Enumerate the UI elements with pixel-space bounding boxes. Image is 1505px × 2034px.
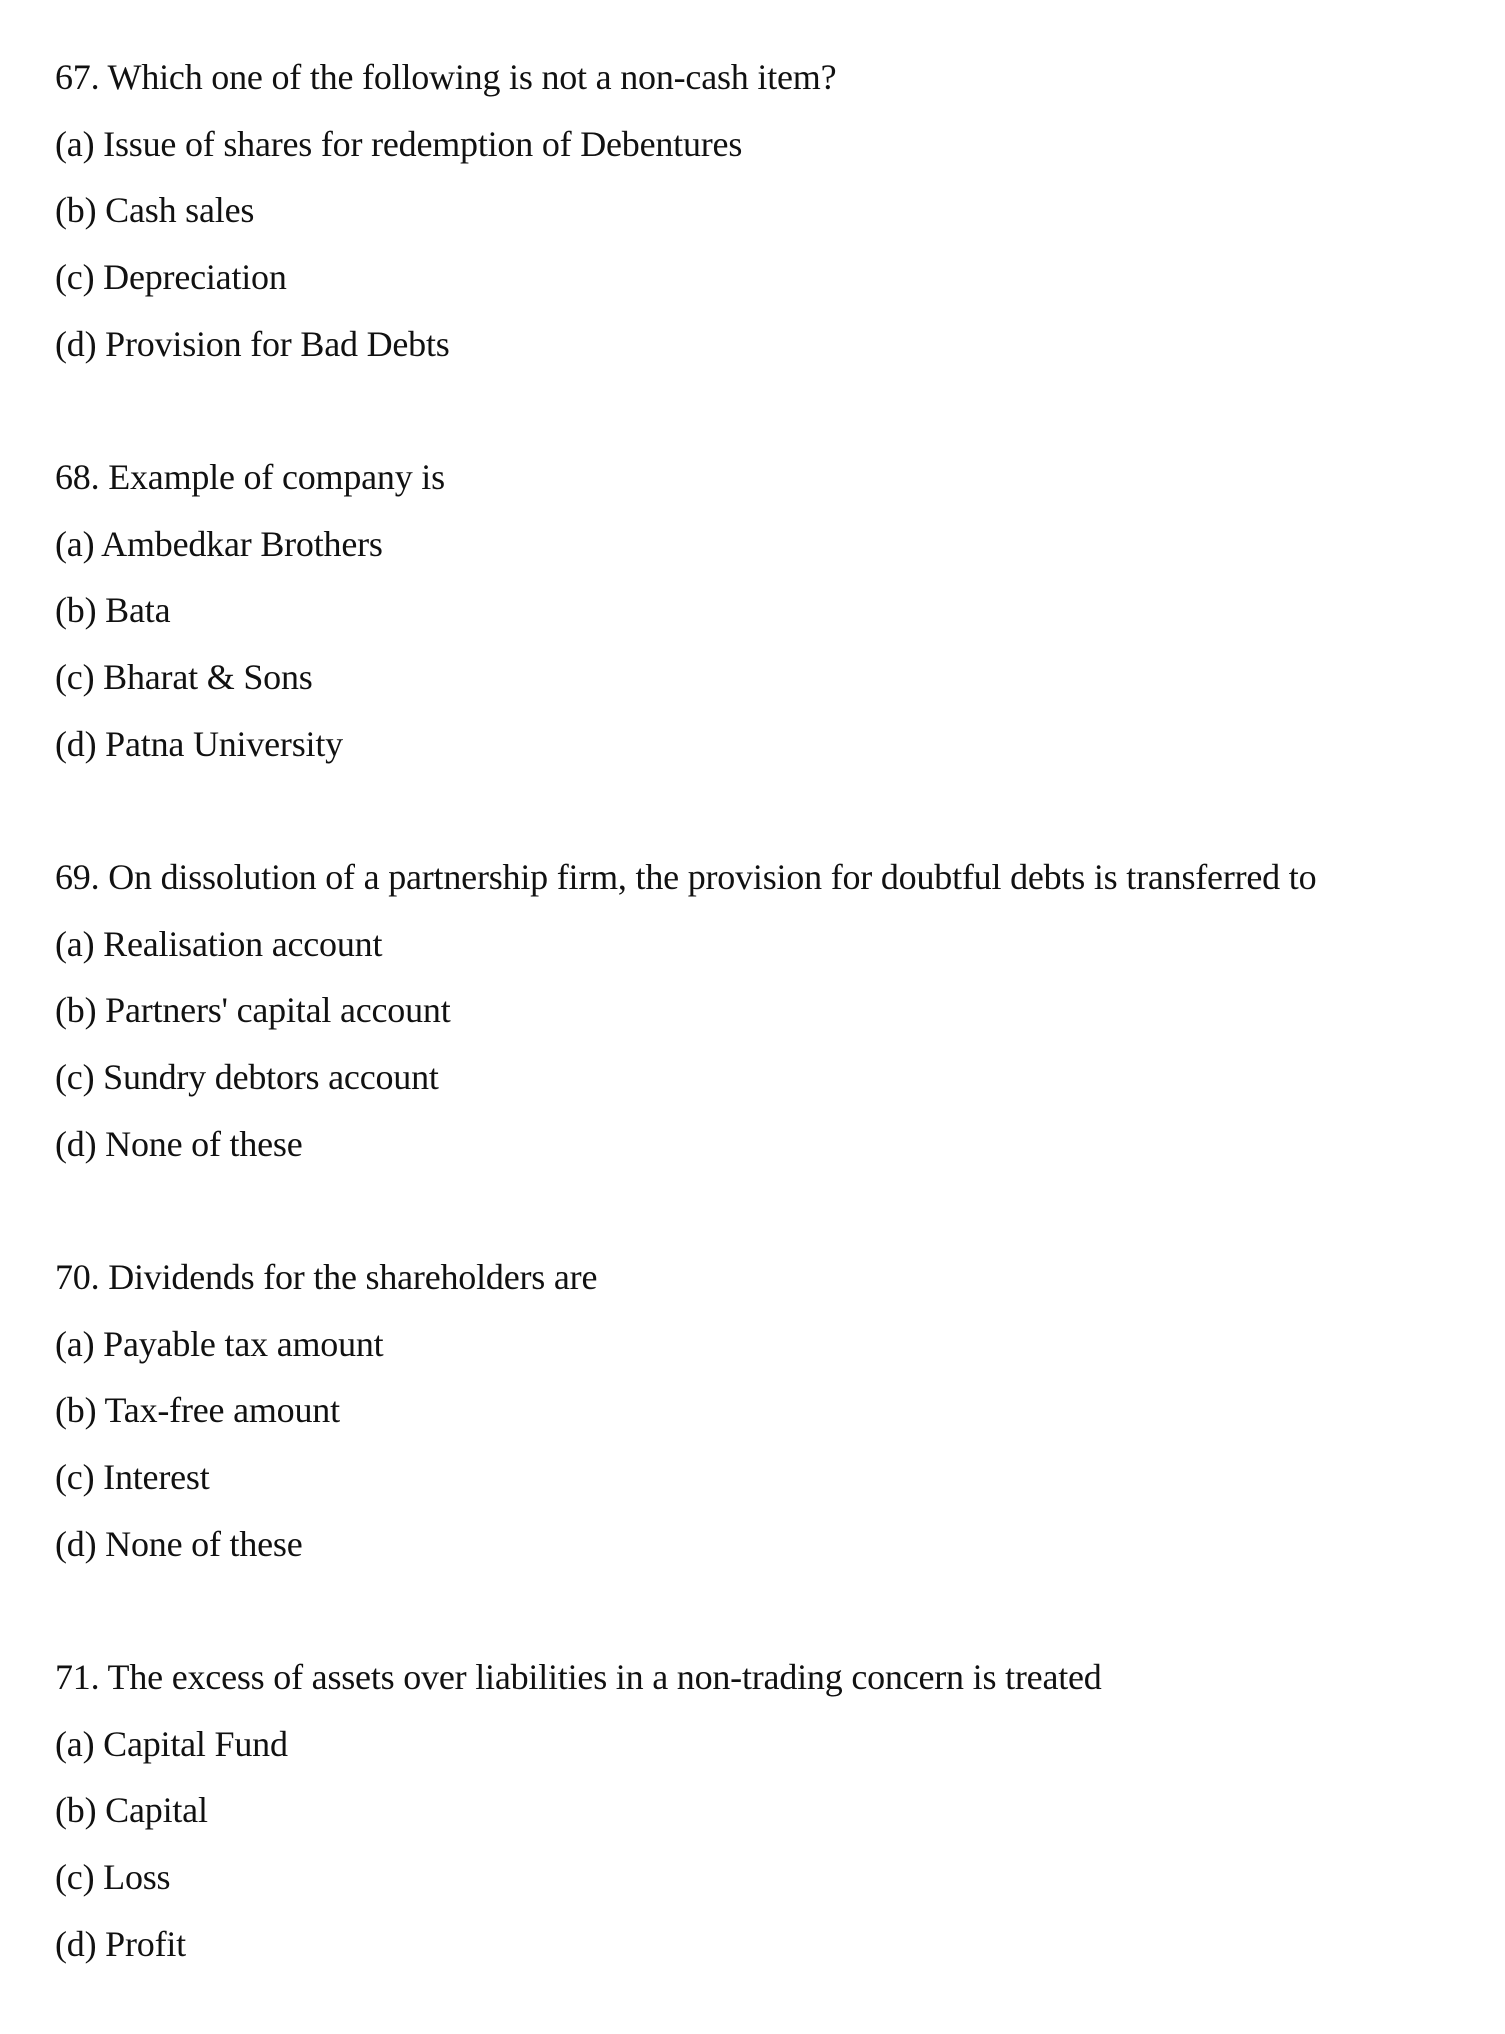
option-a: (a) Payable tax amount	[55, 1323, 384, 1364]
option-d: (d) None of these	[55, 1523, 303, 1564]
option-b: (b) Cash sales	[55, 190, 255, 231]
option-b: (b) Partners' capital account	[55, 990, 451, 1031]
question-70	[55, 1244, 1495, 1577]
option-c: (c) Interest	[55, 1457, 210, 1498]
question-text: 71. The excess of assets over liabilities in a non-trading concern is treated	[55, 1657, 1102, 1697]
question-text: 69. On dissolution of a partnership firm, the provision for doubtful debts is transferred to	[55, 857, 1317, 897]
question-67	[55, 44, 1495, 377]
option-a: (a) Ambedkar Brothers	[55, 523, 383, 564]
option-c: (c) Sundry debtors account	[55, 1057, 439, 1098]
question-text: 70. Dividends for the shareholders are	[55, 1257, 598, 1297]
question-text: 68. Example of company is	[55, 457, 445, 497]
option-c: (c) Bharat & Sons	[55, 657, 313, 698]
option-b: (b) Tax-free amount	[55, 1390, 340, 1431]
question-71	[55, 1644, 1495, 1977]
option-d: (d) Patna University	[55, 723, 343, 764]
option-d: (d) Provision for Bad Debts	[55, 323, 450, 364]
option-d: (d) None of these	[55, 1123, 303, 1164]
option-c: (c) Depreciation	[55, 257, 287, 298]
option-c: (c) Loss	[55, 1857, 171, 1898]
option-b: (b) Capital	[55, 1790, 208, 1831]
option-a: (a) Realisation account	[55, 923, 383, 964]
question-68	[55, 444, 1495, 777]
option-a: (a) Issue of shares for redemption of Debentures	[55, 123, 743, 164]
question-text: 67. Which one of the following is not a non-cash item?	[55, 57, 837, 97]
option-b: (b) Bata	[55, 590, 171, 631]
option-a: (a) Capital Fund	[55, 1723, 288, 1764]
question-69	[55, 844, 1495, 1177]
option-d: (d) Profit	[55, 1923, 186, 1964]
